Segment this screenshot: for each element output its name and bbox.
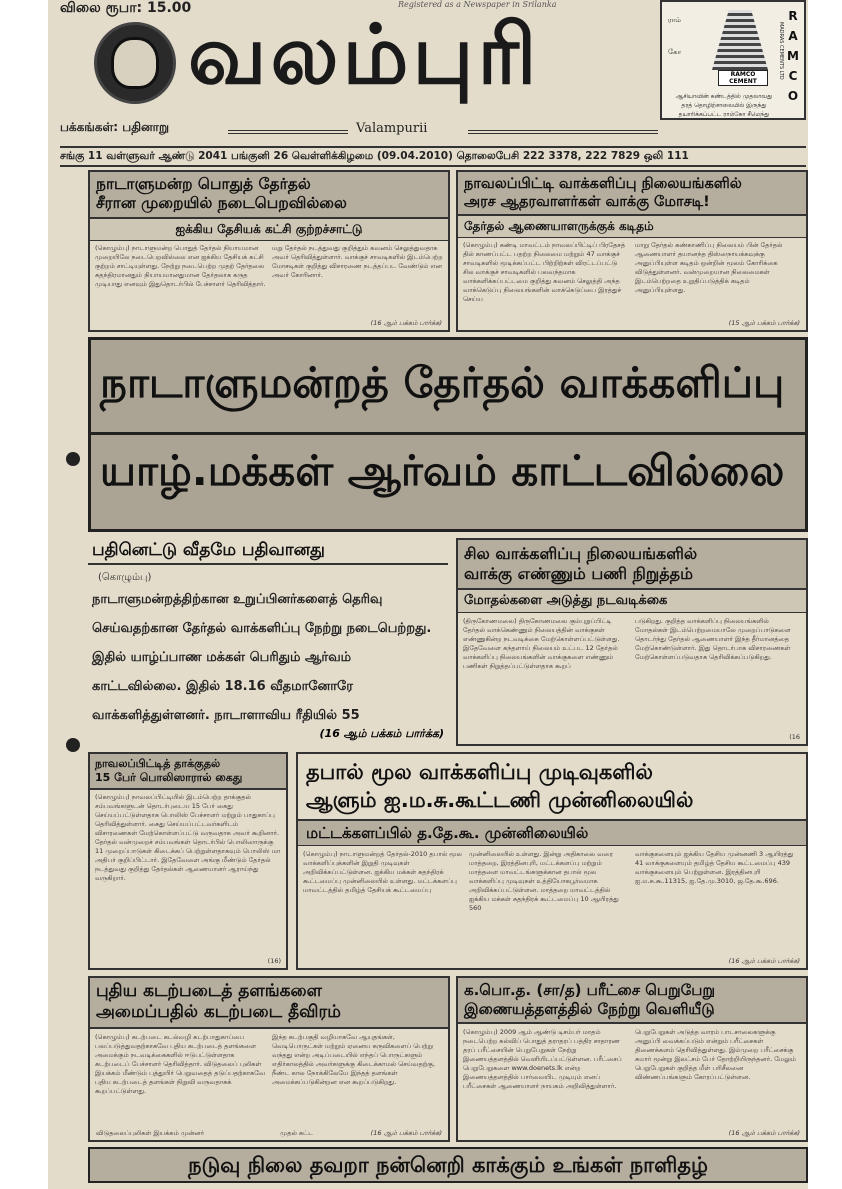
roman-title: Valampurii [356, 121, 428, 136]
ad-left-mark: ராம் [668, 16, 681, 24]
subhead: மட்டக்களப்பில் த.தே.கூ. முன்னிலையில் [298, 821, 806, 847]
tail-text: முதல் கட்ட [280, 1129, 314, 1137]
ramco-cement-ad[interactable] [660, 0, 806, 120]
column-2: மறு தேர்தல் நடத்துவது குறித்தும் கவனம் செலுத்துவதாக அவர் தெரிவித்துள்ளார். வாக்குச் சாவடிகளில் இடம்பெற்ற மோசடிகள் குறித்து விசாரணை நடத்தப்பட வேண்டும் என அவர் கோரினார். [272, 243, 443, 279]
column-2: இந்த கடற்பகுதி வழியாகவே ஆயுதங்கள், வெடிபொருட்கள் மற்றும் ஏனைய கருவிகளைப் பெற்று வந்தது என்ற அடிப்படையில் எந்தப் பொருட்களும் எதிர்காலத்தில் அவர்களுக்கு கிடைக்காமல் செய்வதற்கு, நீண்ட கால நோக்கிலேயே இந்தத் தளங்கள் அமைக்கப்படுகின்றன என கூறப்படுகிறது. [272, 1032, 436, 1086]
masthead-title: வலம்புரி [188, 8, 541, 103]
conch-logo-icon [94, 22, 176, 104]
newspaper-page [48, 0, 808, 1189]
headline: நாவலப்பிட்டித் தாக்குதல் 15 பேர் பொலிஸாரால் கைது [90, 754, 286, 790]
column-2: மாறு தேர்தல் கண்காணிப்பு நிலையம் பின் தேர்தல் ஆணையாளர் தயானந்த திஸ்ஸநாயக்கவுக்கு அனுப்பியுள்ள கடிதம் ஒன்றின் மூலம் கோரிக்கை விடுத்துள்ளனர். வன்முறையான நிலைமைகள் இடம்பெற்றதை உறுதிப்படுத்திக் கடிதம் அனுப்பியுள்ளது. [635, 241, 783, 295]
story-dateline: (கொழும்பு) [98, 572, 152, 584]
ad-right-mark: கோ [668, 48, 682, 56]
column-1: (கொழும்பு) 2009 ஆம் ஆண்டு டிசம்பர் மாதம் நடைபெற்ற கல்விப் பொதுத் தராதரப் பத்திர சாதாரண தரப் பரீட்சையின் பெறுபேறுகள் நேற்று இணையத்தளத்தில் வெளியிடப்பட்டுள்ளன. பரீட்சைப் பெறுபேறுகளை www.doenets.lk என்ற இணையத்தளத்தில் பார்வையிட முடியும் எனப் பரீட்சைகள் ஆணையாளர் நாயகம் அறிவித்துள்ளார். [463, 1027, 622, 1090]
column-1: (கொழும்பு) கண்டி மாவட்டம் நாவலப்பிட்டிப் பிரதேசத் தில் காணப்பட்ட பதற்ற நிலைமை மற்றும் 47 வாக்குச் சாவடிகளில் மூடிக்கப்பட்ட பிற்றிற்கள் விரட்டப்பட்டு சில வாக்குச் சாவடிகளில் பலவந்தமாக வாக்களிக்கப்பட்டமை குறித்து கவனம் செலுத்தி அந்த வாக்கெடுப்பு நிலையங்களின் வாக்கெடுப்பை இரத்துச் செய்ய [463, 241, 626, 304]
subhead: மோதல்களை அடுத்து நடவடிக்கை [458, 590, 806, 613]
dateline: சங்கு 11 வள்ளுவர் ஆண்டு 2041 பங்குனி 26 வெள்ளிக்கிழமை (09.04.2010) தொலைபேசி 222 3378, 222 7829 ஒலி 111 [60, 146, 806, 167]
story-counting-halted[interactable] [456, 538, 808, 746]
ramco-cement-badge: RAMCO CEMENT [718, 70, 768, 86]
continued-note: (16 ஆம் பக்கம் பார்க்க) [728, 957, 800, 965]
headline: நாடாளுமன்ற பொதுத் தேர்தல் சீரான முறையில் நடைபெறவில்லை [90, 172, 448, 219]
rule-right [468, 130, 658, 134]
story-eighteen-percent[interactable] [88, 538, 448, 746]
headline: க.பொ.த. (சா/த) பரீட்சை பெறுபேறு இணையத்தளத்தில் நேற்று வெளியீடு [458, 978, 806, 1024]
page-count: பக்கங்கள்: பதினாறு [60, 120, 169, 134]
column-1: (கொழும்பு) நாடாளுமன்றத் தேர்தல்-2010 தபால் மூல வாக்களிப்புக்களின் இறுதி முடிவுகள் அறிவிக்கப்பட்டுள்ளன. ஐக்கிய மக்கள் சுதந்திரக் கூட்டமைப்பு முன்னிலையில் உள்ளது. மட்டக்களப்பு மாவட்டத்தில் தமிழ்த் தேசியக் கூட்டமைப்பு [303, 850, 462, 895]
punch-hole-icon [66, 452, 80, 466]
price: விலை ரூபா: 15.00 [60, 0, 192, 16]
continued-note: (16) [267, 957, 281, 965]
continued-note: (16 ஆம் பக்கம் பார்க்க) [370, 319, 442, 327]
story-navy-bases[interactable] [88, 976, 450, 1142]
footer-slogan: நடுவு நிலை தவறா நன்னெறி காக்கும் உங்கள் நாளிதழ் [88, 1147, 808, 1183]
headline: புதிய கடற்படைத் தளங்களை அமைப்பதில் கடற்படை தீவிரம் [90, 978, 448, 1029]
story-nawalapitiya-fraud[interactable] [456, 170, 808, 332]
story-election-fairness[interactable] [88, 170, 450, 332]
column-2: படுகிறது. குறித்த வாக்களிப்பு நிலையங்களில் மோதல்கள் இடம்பெற்றமையாலே முறைப்பாடுகளை தொடர்ந்து தேர்தல் ஆணையாளர் இந்த தீர்மானத்தை மேற்கொண்டுள்ளார். இது தொடர்பாக விசாரணைகள் மேற்கொள்ளப்படுவதாக தெரிவிக்கப்படுகிறது. [635, 617, 791, 662]
subhead: தேர்தல் ஆணையாளருக்குக் கடிதம் [458, 216, 806, 238]
story-body: (கொழும்பு) நாவலப்பிட்டியில் இடம்பெற்ற தாக்குதல் சம்பவங்களுடன் தொடர்புடைய 15 பேர் கைது செய்யப்பட்டுள்ளதாக பொலிஸ் பேச்சாளர் மற்றும் பாதுகாப்பு தெரிவித்துள்ளார். கைது செய்யப்பட்டவர்களிடம் விசாரணைகள் மேற்கொள்ளப்பட்டு வருவதாக அவர் கூறினார். தேர்தல் வன்முறைச் சம்பவங்கள் தொடர்பில் பொலிஸாருக்கு 11 முறைப்பாடுகள் கிடைக்கப் பெற்றுள்ளதாகவும் பொலிஸ் மா அதிபர் குறிப்பிட்டார். இதேவேளை அங்கு மீண்டும் தேர்தல் நடத்துவது குறித்து தேர்தல்கள் ஆணையாளர் ஆராய்ந்து வருகிறார். [95, 792, 281, 882]
column-1: (திருகோணமலை) திருகோணமலை கும்புறுப்பிட்டி தேர்தல் வாக்கெண்ணும் நிலையத்தின் வாக்குகள் எண்ணுகின்ற நடவடிக்கை மேற்கொள்ளப்பட்டுள்ளது. இதேவேளை கந்தளாய் நிலையம் உட்பட 12 தேர்தல் வாக்களிப்பு நிலையங்களின் வாக்குகளை எண்ணும் பணிகள் நிறுத்தப்பட்டுள்ளதாக கூறப் [463, 617, 620, 671]
column-2: முன்னிலையில் உள்ளது. இன்று அதிகாலை வரை மாத்தறை, இரத்தினபுரி, மட்டக்களப்பு மற்றும் மாத்தளை மாவட்டங்களுக்கான தபால் மூல வாக்களிப்பு முடிவுகள் உத்தியோகபூர்வமாக அறிவிக்கப்பட்டுள்ளன. மாத்தறை மாவட்டத்தில் ஐக்கிய மக்கள் சுதந்திரக் கூட்டமைப்பு 10 ஆயிரத்து 560 [469, 850, 619, 913]
column-3: வாக்குகளையும் ஐக்கிய தேசிய முன்னணி 3 ஆயிரத்து 41 வாக்குகளையும் தமிழ்த் தேசிய கூட்டமைப்பு 439 வாக்குகளையும் பெற்றுள்ளன. இரத்தினபுரி ஐ.ம.சு.கூ.11315, ஐ.தே.மு.3010, ஜ.தே.கூ.696. [635, 850, 794, 886]
continued-note: (15 ஆம் பக்கம் பார்க்க) [728, 319, 800, 327]
punch-hole-icon [66, 738, 80, 752]
lead-headline-line2: யாழ்.மக்கள் ஆர்வம் காட்டவில்லை [100, 446, 785, 495]
headline: நாவலப்பிட்டி வாக்களிப்பு நிலையங்களில் அரச ஆதரவாளர்கள் வாக்கு மோசடி! [458, 172, 806, 216]
continued-note: (16 [789, 733, 800, 741]
continued-note: (16 ஆம் பக்கம் பார்க்க) [728, 1129, 800, 1137]
headline: சில வாக்களிப்பு நிலையங்களில் வாக்கு எண்ணும் பணி நிறுத்தம் [458, 540, 806, 590]
subhead: ஐக்கிய தேசியக் கட்சி குற்றச்சாட்டு [90, 219, 448, 241]
column-1: (கொழும்பு) கடற்படை கடல்வழி கடற்பாதுகாப்பை பலப்படுத்துவதற்காகவே புதிய கடற்படைத் தளங்களை அமைக்கும் நடவடிக்கைகளில் ஈடுபட்டுள்ளதாக கடற்படைப் பேச்சாளர் தெரிவித்தார். விடுதலைப் புலிகள் இயக்கம் மீண்டும் புத்துயிர் பெறுவதைத் தடுப்பதற்காகவே புதிய கடற்படைத் தளங்கள் நிறுவி வருவதாகக் கூறப்பட்டுள்ளது. [95, 1032, 266, 1095]
continued-note: (16 ஆம் பக்கம் பார்க்க) [319, 727, 444, 740]
headline: தபால் மூல வாக்களிப்பு முடிவுகளில் ஆளும் ஐ.ம.சு.கூட்டணி முன்னிலையில் [298, 754, 806, 821]
story-exam-results[interactable] [456, 976, 808, 1142]
column-1: (கொழும்பு) நாடாளுமன்ற பொதுத் தேர்தல் நியாயமான முறையிலே நடைபெறவில்லை என ஐக்கிய தேசியக் கட்சி குற்றம் சாட்டியுள்ளது. நேற்று நடைபெற்ற முதற் தேர்தலை சுதந்திரமானதும் நியாயமானதுமான தேர்தலாக கருத முடியாது எனவும் இதுதொடர்பில் பேச்சாளர் தெரிவித்தார். [95, 243, 266, 288]
headline: பதினெட்டு வீதமே பதிவானது [88, 538, 448, 565]
temple-tower-icon [712, 10, 768, 70]
story-15-arrested[interactable] [88, 752, 288, 970]
story-postal-results[interactable] [296, 752, 808, 970]
lead-headline-line1: நாடாளுமன்றத் தேர்தல் வாக்களிப்பு [100, 358, 785, 407]
story-body: நாடாளுமன்றத்திற்கான உறுப்பினர்களைத் தெரிவு செய்வதற்கான தேர்தல் வாக்களிப்பு நேற்று நடைபெற்றது. இதில் யாழ்ப்பாண மக்கள் பெரிதும் ஆர்வம் காட்டவில்லை. இதில் 18.16 வீதமானோரே வாக்களித்துள்ளனர். நாடாளாவிய ரீதியில் 55 [92, 592, 432, 724]
ramco-vertical-brand: R A M C O [787, 9, 799, 103]
lead-divider [88, 432, 808, 435]
lead-in-text: விடுதலைப்புலிகள் இயக்கம் முன்னர் [96, 1129, 205, 1137]
rule-left [228, 130, 348, 134]
ad-text: ஆசியாவின் கண்டத்தில் முதலாவது தரத் தொழிற்சாலையில் இருந்து தயாரிக்கப்பட்ட ராம்கோ சீமெந்து [675, 93, 773, 118]
column-2: பெறுபேறுகள் அடுத்த வாரம் பாடசாலைகளுக்கு அனுப்பி வைக்கப்படும் என்றும் பரீட்சைகள் திணைக்களம் தெரிவித்துள்ளது. இம்முறை பரீட்சைக்கு சுமார் மூன்று இலட்சம் பேர் தோற்றியிருந்தனர். மேலும் பெறுபேறுகள் குறித்த மீள் பரிசீலனை விண்ணப்பங்களும் கோரப்பட்டுள்ளன. [635, 1027, 796, 1081]
ad-company: MADRAS CEMENTS LTD [778, 22, 784, 80]
registration-note: Registered as a Newspaper in Srilanka [398, 0, 557, 9]
continued-note: (16 ஆம் பக்கம் பார்க்க) [370, 1129, 442, 1137]
